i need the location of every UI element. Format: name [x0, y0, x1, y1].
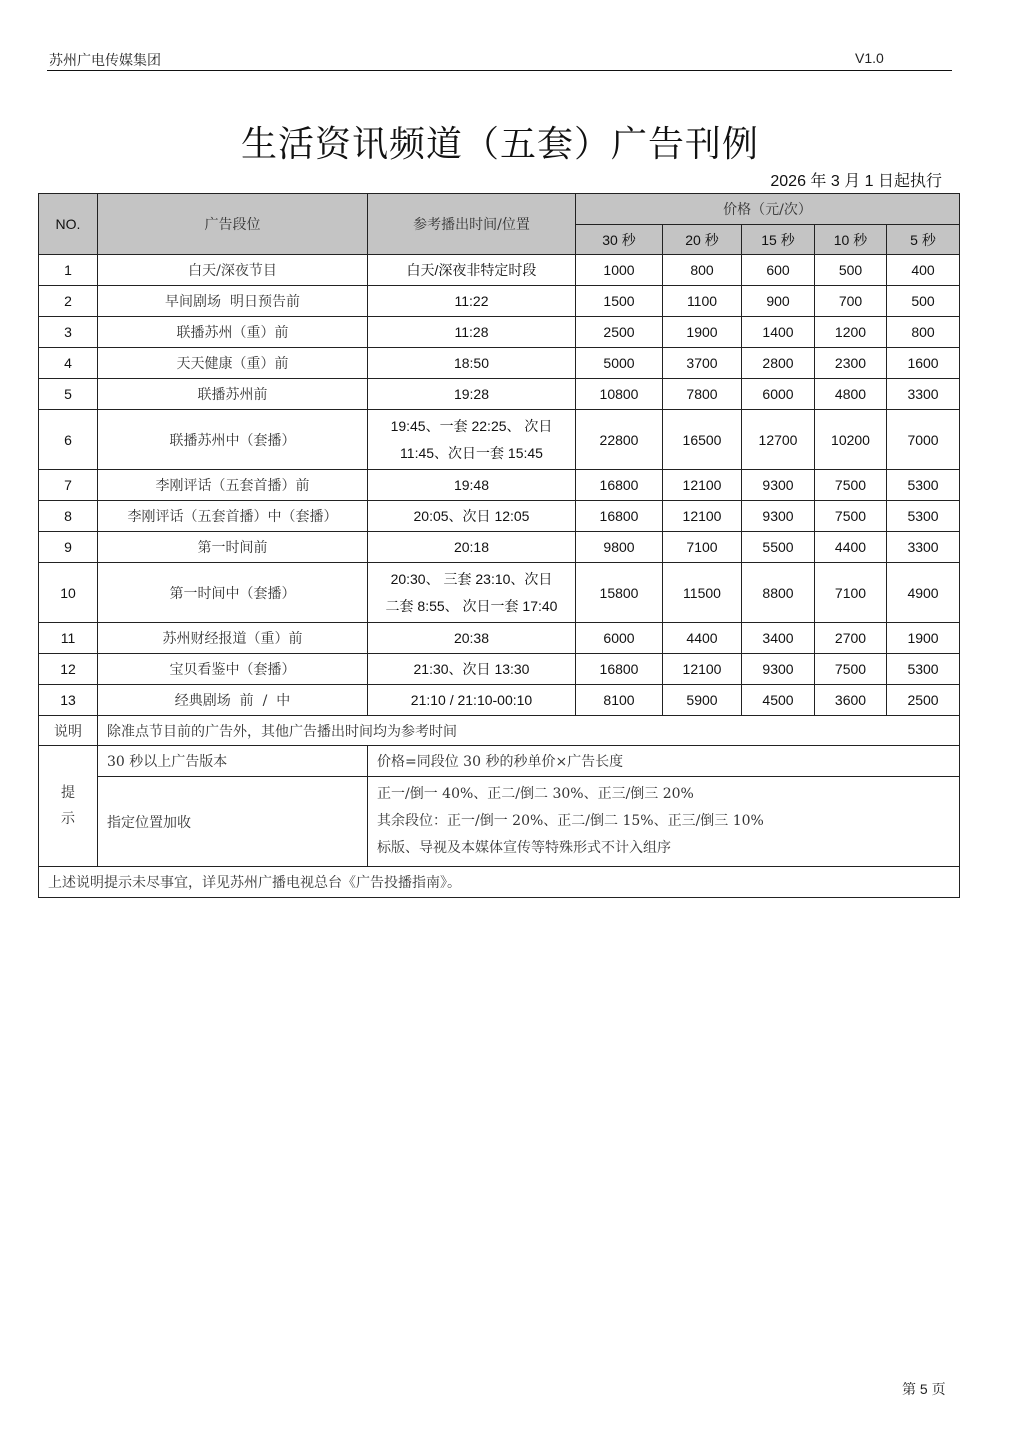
row-price: 1000	[576, 255, 663, 286]
row-price: 1500	[576, 286, 663, 317]
header-duration-5: 5 秒	[887, 225, 960, 255]
tip-detail	[368, 777, 960, 867]
effective-date: 2026 年 3 月 1 日起执行	[770, 173, 942, 190]
row-price: 700	[815, 286, 887, 317]
row-no: 10	[39, 563, 98, 623]
row-price: 2500	[887, 685, 960, 716]
header-version: V1.0	[855, 50, 884, 66]
row-no: 11	[39, 623, 98, 654]
row-time-line: 19:28	[453, 386, 490, 402]
header-no: NO.	[39, 194, 98, 255]
row-price: 3600	[815, 685, 887, 716]
table-row	[39, 563, 960, 623]
row-price: 3300	[887, 532, 960, 563]
row-no: 3	[39, 317, 98, 348]
row-time-line: 21:10 / 21:10-00:10	[410, 692, 533, 708]
row-no: 2	[39, 286, 98, 317]
row-price: 12100	[663, 654, 742, 685]
row-price: 1100	[663, 286, 742, 317]
tip-detail-line: 正一/倒一 40%、正二/倒二 30%、正三/倒三 20%	[377, 786, 694, 802]
table-row	[39, 317, 960, 348]
table-row	[39, 348, 960, 379]
row-time-line: 11:45、次日一套 15:45	[400, 444, 543, 461]
row-slot: 李刚评话（五套首播）中（套播）	[98, 501, 368, 532]
row-price: 5300	[887, 654, 960, 685]
tips-label-char: 提	[61, 785, 75, 801]
row-price: 16500	[663, 410, 742, 470]
row-slot: 天天健康（重）前	[98, 348, 368, 379]
row-time	[368, 255, 576, 286]
row-no: 9	[39, 532, 98, 563]
row-time-line: 20:18	[453, 539, 490, 555]
table-row	[39, 410, 960, 470]
row-no: 8	[39, 501, 98, 532]
row-time-line: 20:38	[453, 630, 490, 646]
tip-name: 30 秒以上广告版本	[98, 746, 368, 777]
row-slot: 早间剧场 明日预告前	[98, 286, 368, 317]
table-row	[39, 470, 960, 501]
row-price: 8800	[742, 563, 815, 623]
row-price: 6000	[742, 379, 815, 410]
row-price: 16800	[576, 501, 663, 532]
row-price: 800	[663, 255, 742, 286]
row-price: 4900	[887, 563, 960, 623]
row-slot: 白天/深夜节目	[98, 255, 368, 286]
row-price: 1900	[663, 317, 742, 348]
row-time-line: 二套 8:55、 次日一套 17:40	[385, 597, 558, 614]
row-time	[368, 470, 576, 501]
header-org: 苏州广电传媒集团	[49, 53, 161, 69]
row-price: 12700	[742, 410, 815, 470]
table-row	[39, 685, 960, 716]
row-price: 8100	[576, 685, 663, 716]
note-label: 说明	[39, 716, 98, 746]
rate-table	[38, 193, 960, 898]
row-price: 900	[742, 286, 815, 317]
row-time-line: 20:05、次日 12:05	[413, 508, 530, 524]
row-price: 1200	[815, 317, 887, 348]
tip-name: 指定位置加收	[98, 777, 368, 867]
row-price: 400	[887, 255, 960, 286]
table-body	[39, 255, 960, 716]
row-time	[368, 654, 576, 685]
row-time-line: 11:22	[454, 293, 489, 309]
row-slot: 第一时间中（套播）	[98, 563, 368, 623]
tip-row	[39, 777, 960, 867]
header-duration-10: 10 秒	[815, 225, 887, 255]
row-time	[368, 563, 576, 623]
row-time	[368, 348, 576, 379]
row-price: 5500	[742, 532, 815, 563]
table-row	[39, 654, 960, 685]
row-time	[368, 379, 576, 410]
row-price: 5300	[887, 470, 960, 501]
row-price: 10800	[576, 379, 663, 410]
row-price: 9300	[742, 654, 815, 685]
row-price: 7800	[663, 379, 742, 410]
row-time	[368, 286, 576, 317]
row-price: 800	[887, 317, 960, 348]
row-price: 2700	[815, 623, 887, 654]
row-price: 12100	[663, 501, 742, 532]
row-price: 12100	[663, 470, 742, 501]
row-no: 6	[39, 410, 98, 470]
row-price: 22800	[576, 410, 663, 470]
row-price: 3700	[663, 348, 742, 379]
row-time	[368, 532, 576, 563]
tip-detail-line: 其余段位：正一/倒一 20%、正二/倒二 15%、正三/倒三 10%	[377, 813, 764, 829]
table-row	[39, 623, 960, 654]
header-duration-15: 15 秒	[742, 225, 815, 255]
note-text: 除准点节目前的广告外，其他广告播出时间均为参考时间	[98, 716, 960, 746]
row-price: 7500	[815, 654, 887, 685]
row-time	[368, 317, 576, 348]
row-time-line: 20:30、 三套 23:10、次日	[390, 570, 553, 587]
footer-note: 上述说明提示未尽事宜，详见苏州广播电视总台《广告投播指南》。	[39, 867, 960, 898]
row-time-line: 18:50	[453, 355, 490, 371]
header-price-group: 价格（元/次）	[576, 194, 960, 225]
row-time	[368, 501, 576, 532]
row-time-line: 11:28	[454, 324, 489, 340]
header-slot: 广告段位	[98, 194, 368, 255]
table-row	[39, 379, 960, 410]
footer-note-row	[39, 867, 960, 898]
row-price: 9300	[742, 470, 815, 501]
row-price: 7000	[887, 410, 960, 470]
row-price: 7500	[815, 470, 887, 501]
row-slot: 联播苏州（重）前	[98, 317, 368, 348]
row-slot: 经典剧场 前 / 中	[98, 685, 368, 716]
row-price: 10200	[815, 410, 887, 470]
table-row	[39, 255, 960, 286]
row-time-line: 21:30、次日 13:30	[413, 661, 530, 677]
note-row	[39, 716, 960, 746]
row-price: 3400	[742, 623, 815, 654]
row-price: 1600	[887, 348, 960, 379]
row-no: 1	[39, 255, 98, 286]
row-price: 3300	[887, 379, 960, 410]
row-slot: 联播苏州前	[98, 379, 368, 410]
row-price: 2500	[576, 317, 663, 348]
tip-detail: 价格=同段位 30 秒的秒单价×广告长度	[368, 746, 960, 777]
row-price: 1900	[887, 623, 960, 654]
row-slot: 联播苏州中（套播）	[98, 410, 368, 470]
row-price: 4400	[815, 532, 887, 563]
row-price: 16800	[576, 654, 663, 685]
row-price: 9300	[742, 501, 815, 532]
row-price: 15800	[576, 563, 663, 623]
row-slot: 第一时间前	[98, 532, 368, 563]
row-price: 11500	[663, 563, 742, 623]
header-duration-30: 30 秒	[576, 225, 663, 255]
row-price: 600	[742, 255, 815, 286]
page-title: 生活资讯频道（五套）广告刊例	[240, 124, 759, 165]
row-price: 7500	[815, 501, 887, 532]
row-no: 4	[39, 348, 98, 379]
row-time-line: 白天/深夜非特定时段	[406, 262, 537, 278]
row-price: 4800	[815, 379, 887, 410]
row-no: 7	[39, 470, 98, 501]
row-price: 5000	[576, 348, 663, 379]
row-slot: 李刚评话（五套首播）前	[98, 470, 368, 501]
row-price: 6000	[576, 623, 663, 654]
header-time: 参考播出时间/位置	[368, 194, 576, 255]
row-price: 500	[887, 286, 960, 317]
row-price: 1400	[742, 317, 815, 348]
row-slot: 苏州财经报道（重）前	[98, 623, 368, 654]
tip-detail-line: 标版、导视及本媒体宣传等特殊形式不计入组序	[377, 840, 671, 856]
row-time	[368, 410, 576, 470]
row-price: 2800	[742, 348, 815, 379]
row-price: 5300	[887, 501, 960, 532]
tips-label	[39, 746, 98, 867]
header-rule	[47, 70, 952, 71]
row-price: 2300	[815, 348, 887, 379]
row-time	[368, 685, 576, 716]
tip-row	[39, 746, 960, 777]
row-price: 16800	[576, 470, 663, 501]
row-slot: 宝贝看鉴中（套播）	[98, 654, 368, 685]
row-price: 4500	[742, 685, 815, 716]
row-time-line: 19:45、一套 22:25、 次日	[390, 417, 553, 434]
row-price: 7100	[815, 563, 887, 623]
table-row	[39, 532, 960, 563]
row-no: 12	[39, 654, 98, 685]
page-number: 第 5 页	[902, 1381, 946, 1397]
header-duration-20: 20 秒	[663, 225, 742, 255]
table-row	[39, 501, 960, 532]
row-time-line: 19:48	[453, 477, 490, 493]
row-price: 9800	[576, 532, 663, 563]
row-price: 5900	[663, 685, 742, 716]
row-time	[368, 623, 576, 654]
row-price: 7100	[663, 532, 742, 563]
tips-label-char: 示	[61, 811, 75, 827]
table-row	[39, 286, 960, 317]
row-no: 13	[39, 685, 98, 716]
row-no: 5	[39, 379, 98, 410]
row-price: 4400	[663, 623, 742, 654]
row-price: 500	[815, 255, 887, 286]
